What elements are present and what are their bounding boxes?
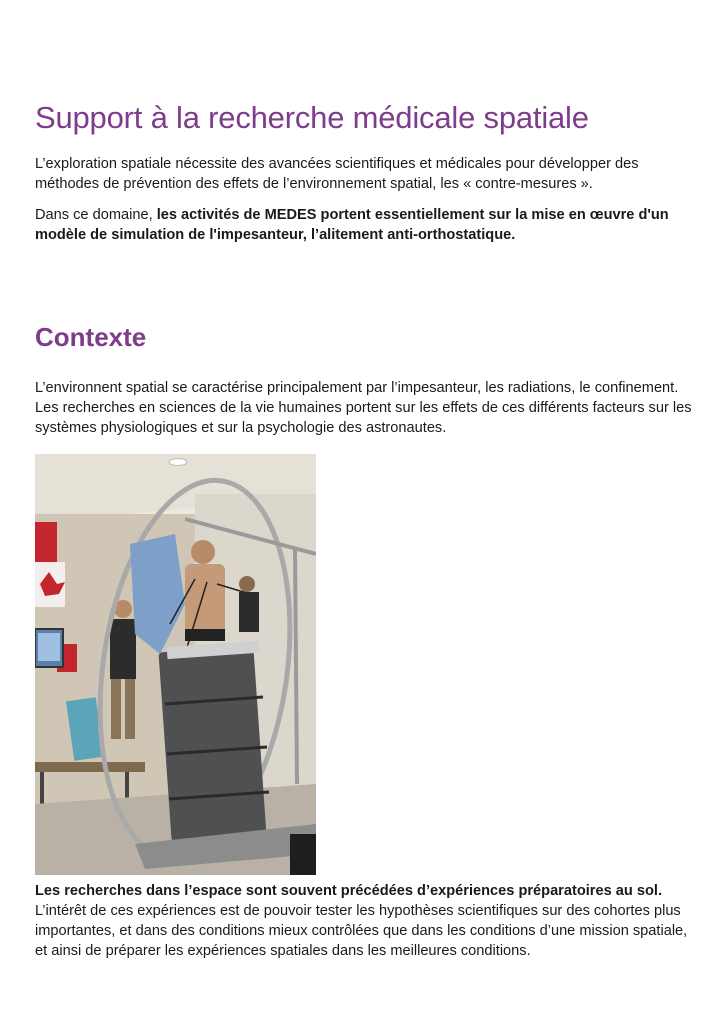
intro-paragraph-2-bold: les activités de MEDES portent essentiellement sur la mise en œuvre d'un modèle de simulation de l'impesanteur, l’alitement anti-orthostatique. [35, 207, 669, 243]
caption-bold: Les recherches dans l’espace sont souvent précédées d’expériences préparatoires au sol. [35, 883, 663, 899]
photo-illustration [35, 454, 316, 875]
gray-case [158, 646, 266, 842]
caption-text: L’intérêt de ces expériences est de pouvoir tester les hypothèses scientifiques sur des cohortes plus importantes, et dans des conditions mieux contrôlées que dans les conditions d’une mission spatiale, et ainsi de préparer les expériences spatiales dans les meilleures conditions. [35, 903, 688, 959]
intro-paragraph-1: L’exploration spatiale nécessite des avancées scientifiques et médicales pour développer des méthodes de prévention des effets de l’environnement spatial, les « contre-mesures ». [35, 156, 639, 192]
subject-head [191, 540, 215, 564]
page-title: Support à la recherche médicale spatiale [35, 100, 589, 135]
intro-paragraph-2-lead: Dans ce domaine, [35, 207, 157, 223]
ceiling-light [169, 459, 187, 466]
section-heading-contexte: Contexte [35, 322, 147, 352]
photo-caption-paragraph [35, 881, 700, 961]
experiment-photo [35, 454, 316, 875]
intro-paragraph-2 [35, 205, 700, 245]
flag-red-band [35, 522, 57, 562]
contexte-paragraph: L’environnent spatial se caractérise principalement par l’impesanteur, les radiations, le confinement. Les recherches en sciences de la vie humaines portent sur les effets de ces différents facteurs sur les systèmes physiologiques et sur la psychologie des astronautes. [35, 380, 692, 436]
subject-torso [185, 564, 225, 639]
